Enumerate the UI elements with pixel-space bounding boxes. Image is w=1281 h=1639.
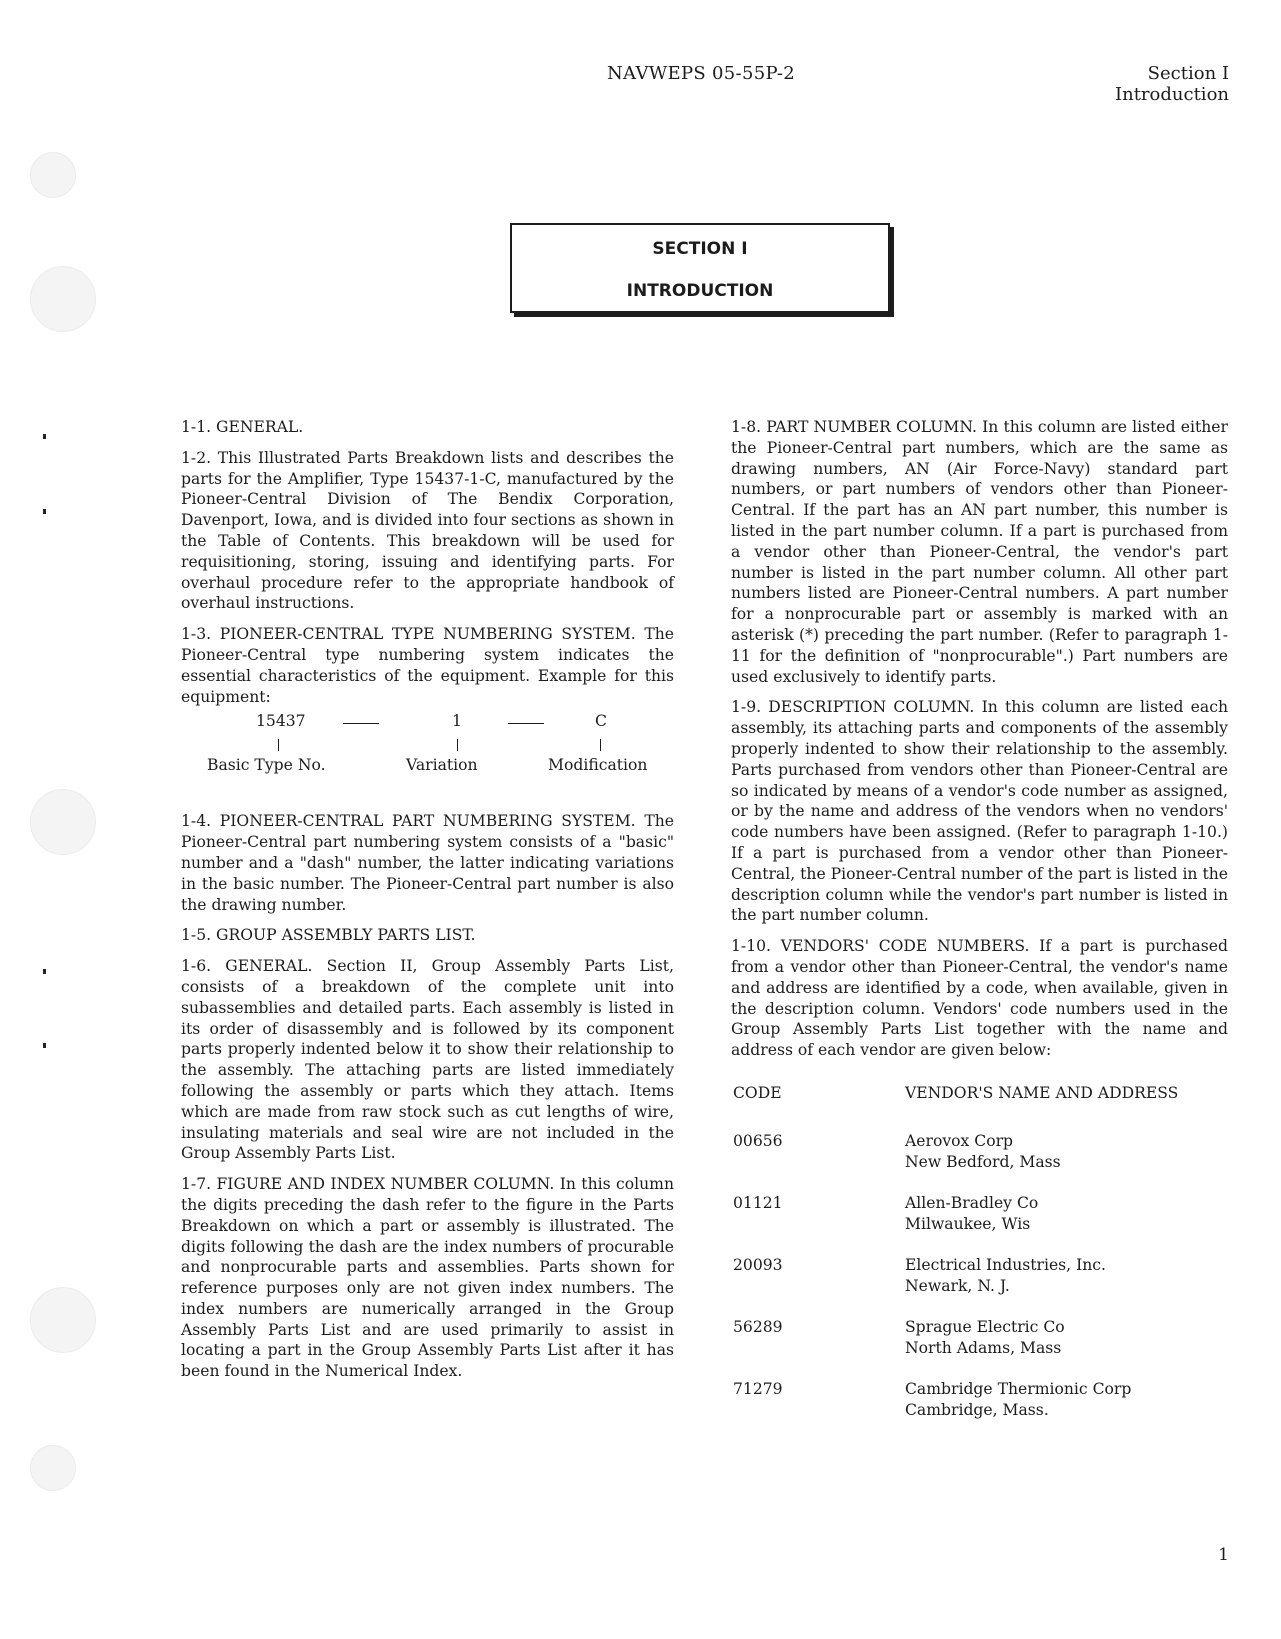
pointer-tick bbox=[278, 739, 279, 751]
vendor-code: 71279 bbox=[733, 1379, 783, 1398]
right-column bbox=[731, 417, 1228, 1441]
paragraph-1-2: 1-2. This Illustrated Parts Breakdown lists and describes the parts for the Amplifier, Type 15437-1-C, manufactured by the Pioneer-Central Division of The Bendix Corporation, Davenport, Iowa, and is divided into four sections as shown in the Table of Contents. This breakdown will be used for requisitioning, storing, issuing and identifying parts. For overhaul procedure refer to the appropriate handbook of overhaul instructions. bbox=[181, 448, 674, 613]
vendor-name: Aerovox Corp bbox=[905, 1131, 1014, 1150]
vendor-code-table bbox=[731, 1083, 1228, 1441]
dash-line bbox=[343, 723, 379, 724]
vendor-name-address bbox=[905, 1255, 1106, 1297]
pointer-tick bbox=[600, 739, 601, 751]
dash-line bbox=[508, 723, 544, 724]
table-header-row bbox=[731, 1083, 1228, 1131]
vendor-address: North Adams, Mass bbox=[905, 1338, 1062, 1357]
paragraph-1-10: 1-10. VENDORS' CODE NUMBERS. If a part is purchased from a vendor other than Pioneer-Central, the vendor's name and address are identified by a code, when available, given in the description column. Vendors' code numbers used in the Group Assembly Parts List together with the name and address of each vendor are given below: bbox=[731, 937, 1228, 1060]
paragraph-1-6: 1-6. GENERAL. Section II, Group Assembly Parts List, consists of a breakdown of the complete unit into subassemblies and detailed parts. Each assembly is listed in its order of disassembly and is followed by its component parts properly indented below it to show their relationship to the assembly. The attaching parts are listed immediately following the assembly or parts which they attach. Items which are made from raw stock such as cut lengths of wire, insulating materials and seal wire are not included in the Group Assembly Parts List. bbox=[181, 957, 674, 1163]
variation-number: 1 bbox=[452, 712, 462, 731]
scan-mark bbox=[43, 434, 46, 439]
vendor-name: Electrical Industries, Inc. bbox=[905, 1255, 1106, 1274]
table-row bbox=[731, 1317, 1228, 1379]
paragraph-1-4: 1-4. PIONEER-CENTRAL PART NUMBERING SYSTEM. The Pioneer-Central part numbering system consists of a "basic" number and a "dash" number, the latter indicating variations in the basic number. The Pioneer-Central part number is also the drawing number. bbox=[181, 812, 674, 914]
vendor-code: 00656 bbox=[733, 1131, 783, 1150]
vendor-name: Sprague Electric Co bbox=[905, 1317, 1065, 1336]
document-number: NAVWEPS 05-55P-2 bbox=[607, 63, 796, 84]
vendor-name-address bbox=[905, 1193, 1038, 1235]
vendor-code: 01121 bbox=[733, 1193, 783, 1212]
table-row bbox=[731, 1255, 1228, 1317]
vendor-column-header: VENDOR'S NAME AND ADDRESS bbox=[905, 1083, 1179, 1102]
scan-mark bbox=[43, 509, 46, 514]
section-title: Introduction bbox=[1115, 84, 1229, 105]
table-row bbox=[731, 1131, 1228, 1193]
code-column-header: CODE bbox=[733, 1083, 782, 1102]
paragraph-1-8: 1-8. PART NUMBER COLUMN. In this column are listed either the Pioneer-Central part numbers, which are the same as drawing numbers, AN (Air Force-Navy) standard part numbers, or part numbers of vendors other than Pioneer-Central. If the part has an AN part number, this number is listed in the part number column. If a part is purchased from a vendor other than Pioneer-Central, the vendor's part number is listed in the part number column. All other part numbers listed are Pioneer-Central numbers. A part number for a nonprocurable part or assembly is marked with an asterisk (*) preceding the part number. (Refer to paragraph 1-11 for the definition of "nonprocurable".) Part numbers are used exclusively to identify parts. bbox=[731, 418, 1228, 686]
binder-hole bbox=[30, 266, 96, 332]
paragraph-1-3: 1-3. PIONEER-CENTRAL TYPE NUMBERING SYSTEM. The Pioneer-Central type numbering system indicates the essential characteristics of the equipment. Example for this equipment: bbox=[181, 625, 674, 706]
binder-hole bbox=[30, 152, 76, 198]
binder-hole bbox=[30, 1445, 76, 1491]
vendor-code: 20093 bbox=[733, 1255, 783, 1274]
basic-type-label: Basic Type No. bbox=[207, 756, 326, 775]
section-header bbox=[1115, 63, 1229, 105]
modification-letter: C bbox=[595, 712, 607, 731]
left-column bbox=[181, 417, 674, 1392]
vendor-name-address bbox=[905, 1379, 1131, 1421]
pointer-tick bbox=[457, 739, 458, 751]
variation-label: Variation bbox=[406, 756, 478, 775]
section-heading: SECTION I bbox=[652, 239, 748, 259]
modification-label: Modification bbox=[548, 756, 648, 775]
vendor-address: Newark, N. J. bbox=[905, 1276, 1010, 1295]
vendor-name-address bbox=[905, 1317, 1065, 1359]
paragraph-1-5: 1-5. GROUP ASSEMBLY PARTS LIST. bbox=[181, 926, 476, 945]
section-title-box bbox=[510, 223, 890, 313]
section-subheading: INTRODUCTION bbox=[626, 281, 774, 301]
type-number-example bbox=[181, 711, 674, 807]
vendor-address: Cambridge, Mass. bbox=[905, 1400, 1049, 1419]
scan-mark bbox=[43, 969, 46, 974]
basic-type-number: 15437 bbox=[256, 712, 306, 731]
paragraph-1-1: 1-1. GENERAL. bbox=[181, 418, 304, 436]
scan-mark bbox=[43, 1043, 46, 1048]
vendor-address: New Bedford, Mass bbox=[905, 1152, 1061, 1171]
vendor-address: Milwaukee, Wis bbox=[905, 1214, 1031, 1233]
table-row bbox=[731, 1379, 1228, 1441]
binder-hole bbox=[30, 1287, 96, 1353]
paragraph-1-9: 1-9. DESCRIPTION COLUMN. In this column are listed each assembly, its attaching parts and components of the assembly properly indented to show their relationship to the assembly. Parts purchased from vendors other than Pioneer-Central are so indicated by means of a vendor's code number as assigned, or by the name and address of the vendors when no vendors' code numbers have been assigned. (Refer to paragraph 1-10.) If a part is purchased from a vendor other than Pioneer-Central, the Pioneer-Central number of the part is listed in the description column while the vendor's part number is listed in the part number column. bbox=[731, 698, 1228, 925]
vendor-code: 56289 bbox=[733, 1317, 783, 1336]
vendor-name: Cambridge Thermionic Corp bbox=[905, 1379, 1132, 1398]
page-number: 1 bbox=[1218, 1545, 1229, 1565]
binder-hole bbox=[30, 789, 96, 855]
vendor-name-address bbox=[905, 1131, 1061, 1173]
vendor-name: Allen-Bradley Co bbox=[905, 1193, 1039, 1212]
section-label: Section I bbox=[1147, 63, 1229, 84]
paragraph-1-7: 1-7. FIGURE AND INDEX NUMBER COLUMN. In this column the digits preceding the dash refer to the figure in the Parts Breakdown on which a part or assembly is illustrated. The digits following the dash are the index numbers of procurable and nonprocurable parts and assemblies. Parts shown for reference purposes only are not given index numbers. The index numbers are numerically arranged in the Group Assembly Parts List and are used primarily to assist in locating a part in the Group Assembly Parts List after it has been found in the Numerical Index. bbox=[181, 1175, 674, 1381]
table-row bbox=[731, 1193, 1228, 1255]
